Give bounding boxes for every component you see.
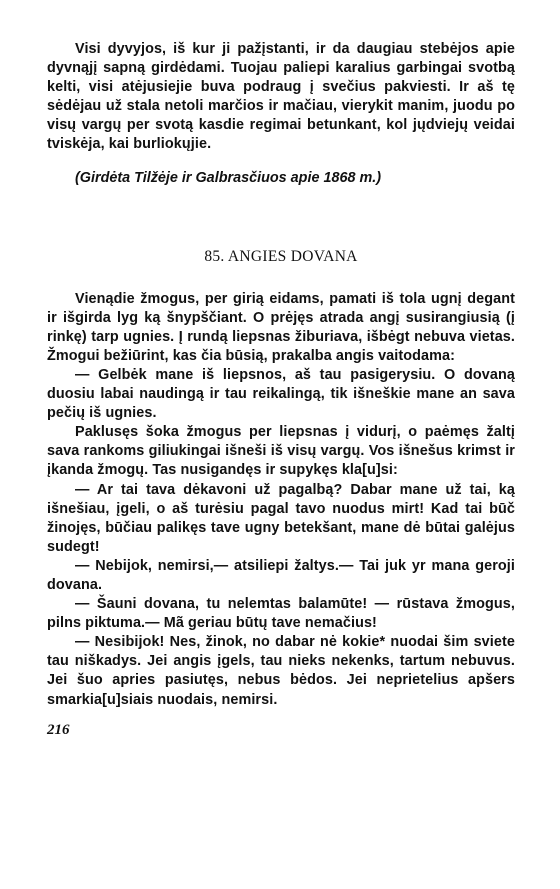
- story-paragraph-4: — Ar tai tava dėkavoni už pagalbą? Dabar mane už tai, ką išnešiau, įgeli, o aš turėsiu pagal tavo nuodus mirt! Kad tai būč žinojęs, būčiau palikęs tave ugny betekšant, mane dė būtai galėjus sudegt!: [47, 481, 515, 555]
- book-page: [47, 40, 515, 739]
- intro-paragraph: Visi dyvyjos, iš kur ji pažįstanti, ir da daugiau stebėjos apie dyvnąjį sapną girdėdami. Tuojau paliepi karalius garbingai svotbą kelti, visi atėjusiejie buva podraug į svečius pakviesti. Ir aš tę sėdėjau už stala netoli marčios ir mačiau, vierykit manim, juodu po visų vargų per svotą kasdie regimai betunkant, kol jųdviejų veidai tviskėja, kai burliokųjie.: [47, 41, 515, 153]
- page-number: 216: [47, 721, 70, 738]
- story-paragraph-5: — Nebijok, nemirsi,— atsiliepi žaltys.— Tai juk yr mana geroji dovana.: [47, 557, 515, 593]
- story-paragraph-7: — Nesibijok! Nes, žinok, no dabar nė kokie* nuodai šim sviete tau niškadys. Jei angis įgels, tau nieks nekenks, tartum nebuvus. Jei šuo apries pasiutęs, nebus bėdos. Jei neprietelius apšers smarkia[u]siais nuodais, nemirsi.: [47, 634, 515, 708]
- story-paragraph-1: Vienądie žmogus, per girią eidams, pamati iš tola ugnį degant ir išgirda lyg ką šnypščiant. O prėjęs atrada angį susirangiusią (į rinkę) tarp ugnies. Į rundą liepsnas žiburiava, išbėgt nebuva vietas. Žmogui bežiūrint, kas čia būsią, prakalba angis vaitodama:: [47, 290, 515, 364]
- story-paragraph-6: — Šauni dovana, tu nelemtas balamūte! — rūstava žmogus, pilns piktuma.— Mã geriau būtų tave nemačius!: [47, 596, 515, 632]
- story-paragraph-3: Paklusęs šoka žmogus per liepsnas į vidurį, o paėmęs žaltį sava rankoms giliukingai išneši iš visų vargų. Vos išnešus krimst ir įkanda žmogų. Tas nusigandęs ir supykęs kla[u]si:: [47, 424, 515, 479]
- story-paragraph-2: — Gelbėk mane iš liepsnos, aš tau pasigerysiu. O dovaną duosiu labai naudingą ir tau reikalingą, tik išneškie mane an savа pečių iš ugnies.: [47, 366, 515, 422]
- story-title: 85. ANGIES DOVANA: [204, 247, 358, 265]
- source-note: (Girdėta Tilžėje ir Galbrasčiuos apie 1868 m.): [75, 169, 382, 186]
